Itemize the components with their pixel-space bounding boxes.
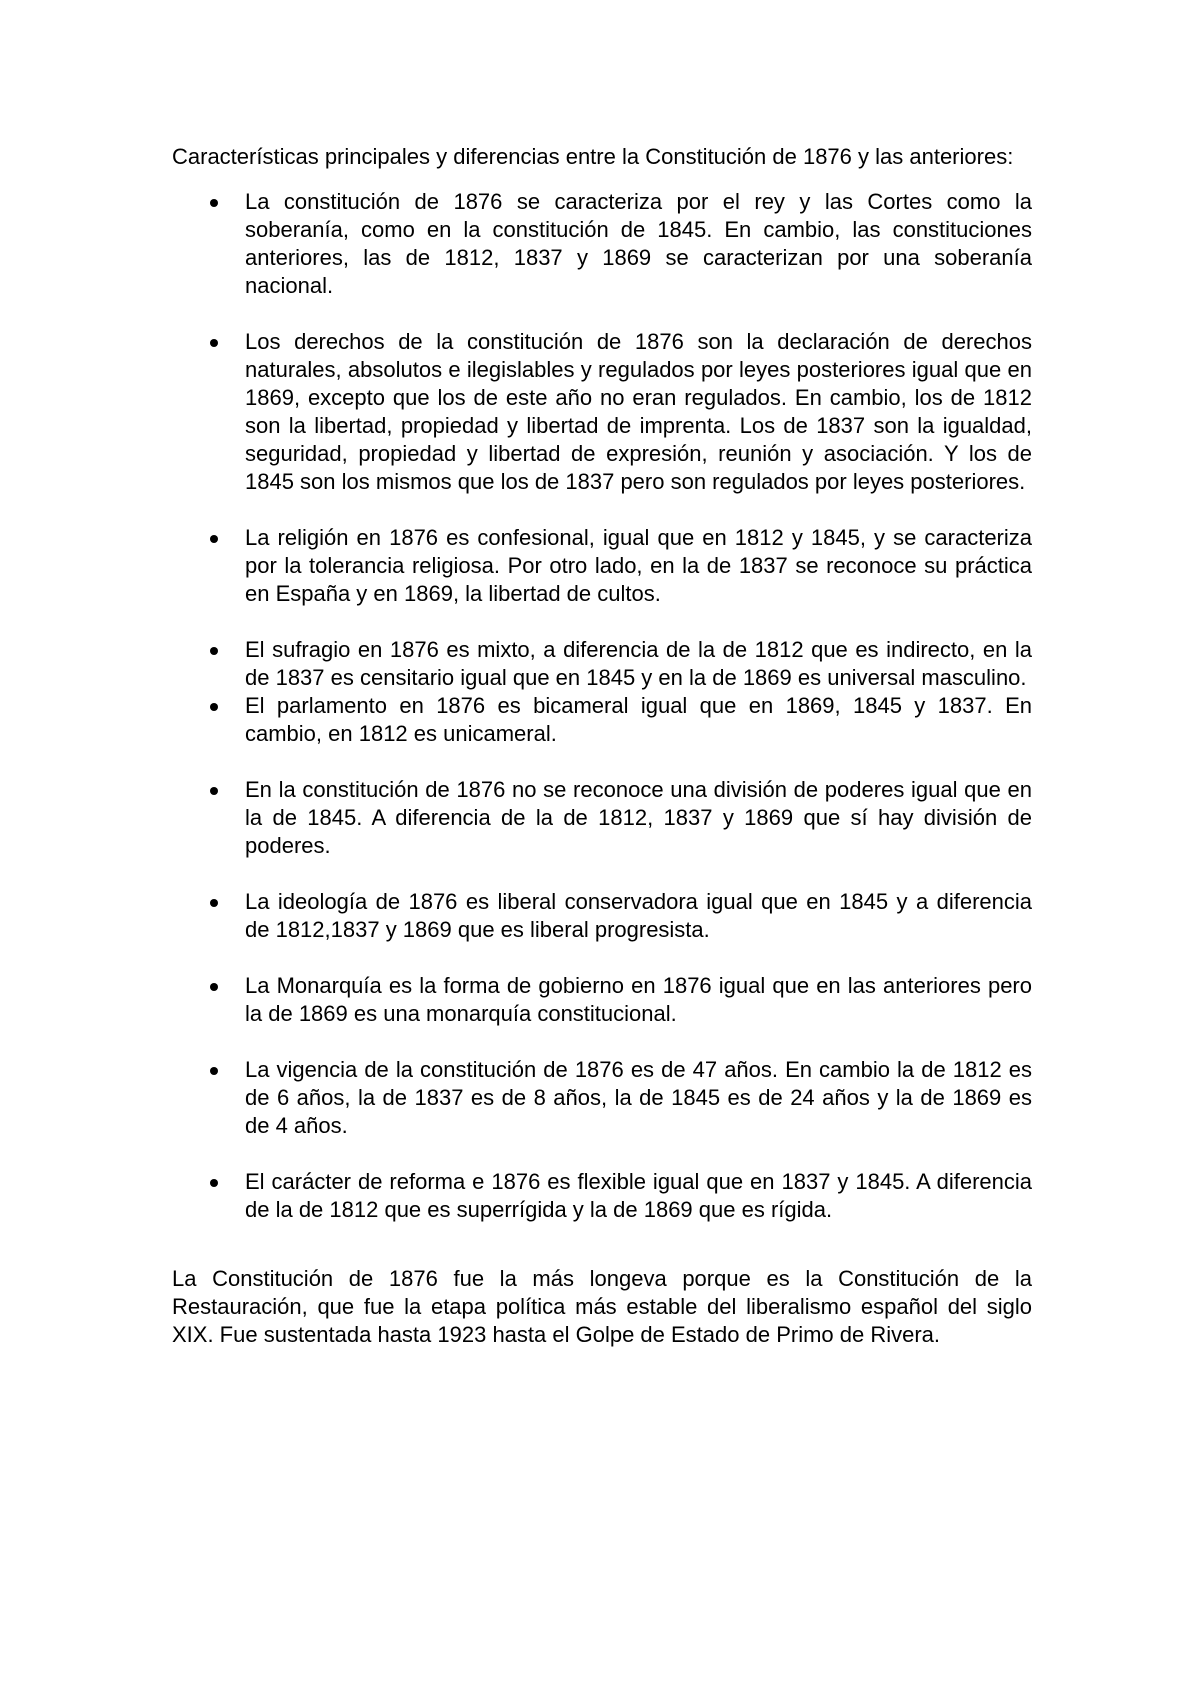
list-item [172,636,1032,692]
list-item-text: El sufragio en 1876 es mixto, a diferencia de la de 1812 que es indirecto, en la de 1837 es censitario igual que en 1845 y en la de 1869 es universal masculino. [245,637,1032,690]
bullet-icon [210,1179,218,1187]
list-item-text: Los derechos de la constitución de 1876 son la declaración de derechos naturales, absolutos e ilegislables y regulados por leyes posteriores igual que en 1869, excepto que los de este año no eran regulados. En cambio, los de 1812 son la libertad, propiedad y libertad de imprenta. Los de 1837 son la igualdad, seguridad, propiedad y libertad de expresión, reunión y asociación. Y los de 1845 son los mismos que los de 1837 pero son regulados por leyes posteriores. [245,329,1032,494]
bullet-icon [210,899,218,907]
list-item-text: La constitución de 1876 se caracteriza por el rey y las Cortes como la soberanía, como en la constitución de 1845. En cambio, las constituciones anteriores, las de 1812, 1837 y 1869 se caracterizan por una soberanía nacional. [245,189,1032,298]
list-item-text: El parlamento en 1876 es bicameral igual que en 1869, 1845 y 1837. En cambio, en 1812 es unicameral. [245,693,1032,746]
list-item-text: La Monarquía es la forma de gobierno en 1876 igual que en las anteriores pero la de 1869 es una monarquía constitucional. [245,973,1032,1026]
list-item-text: La religión en 1876 es confesional, igual que en 1812 y 1845, y se caracteriza por la tolerancia religiosa. Por otro lado, en la de 1837 se reconoce su práctica en España y en 1869, la libertad de cultos. [245,525,1032,606]
list-item [172,776,1032,860]
document-page [172,143,1032,1349]
bullet-icon [210,647,218,655]
bullet-icon [210,339,218,347]
list-item [172,328,1032,496]
bullet-icon [210,1067,218,1075]
list-item [172,1168,1032,1224]
bullet-icon [210,787,218,795]
list-item-text: La ideología de 1876 es liberal conservadora igual que en 1845 y a diferencia de 1812,1837 y 1869 que es liberal progresista. [245,889,1032,942]
bullet-icon [210,983,218,991]
list-item-text: En la constitución de 1876 no se reconoce una división de poderes igual que en la de 1845. A diferencia de la de 1812, 1837 y 1869 que sí hay división de poderes. [245,777,1032,858]
list-item [172,692,1032,748]
list-item [172,1056,1032,1140]
conclusion-paragraph: La Constitución de 1876 fue la más longeva porque es la Constitución de la Restauración, que fue la etapa política más estable del liberalismo español del siglo XIX. Fue sustentada hasta 1923 hasta el Golpe de Estado de Primo de Rivera. [172,1266,1032,1347]
bullet-icon [210,703,218,711]
list-item [172,972,1032,1028]
list-item-text: La vigencia de la constitución de 1876 es de 47 años. En cambio la de 1812 es de 6 años, la de 1837 es de 8 años, la de 1845 es de 24 años y la de 1869 es de 4 años. [245,1057,1032,1138]
bullet-icon [210,535,218,543]
list-item [172,524,1032,608]
bullet-list [172,188,1032,1224]
intro-paragraph: Características principales y diferencias entre la Constitución de 1876 y las anteriores: [172,144,1014,169]
list-item-text: El carácter de reforma e 1876 es flexible igual que en 1837 y 1845. A diferencia de la de 1812 que es superrígida y la de 1869 que es rígida. [245,1169,1032,1222]
list-item [172,188,1032,300]
list-item [172,888,1032,944]
bullet-icon [210,199,218,207]
